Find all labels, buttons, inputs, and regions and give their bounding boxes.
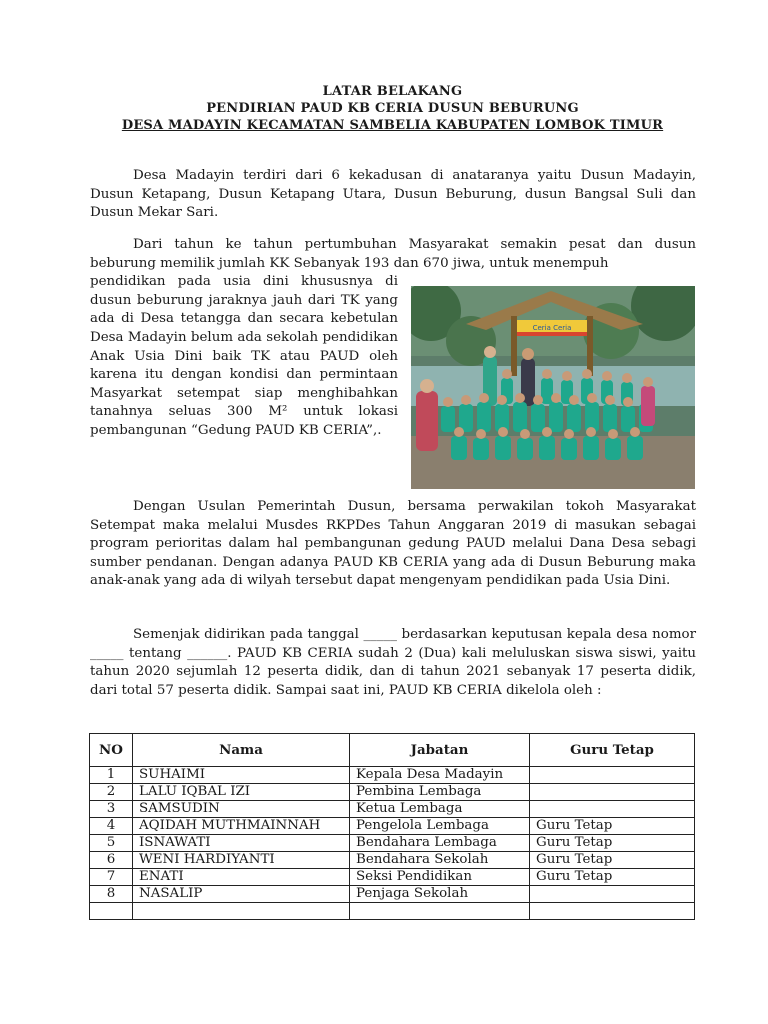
table-row	[90, 784, 695, 801]
cell-no: 1	[90, 767, 133, 784]
cell-nama: SAMSUDIN	[133, 801, 350, 818]
cell-no: 8	[90, 886, 133, 903]
cell-nama: AQIDAH MUTHMAINNAH	[133, 818, 350, 835]
header-no: NO	[90, 734, 133, 767]
header-jabatan: Jabatan	[350, 734, 530, 767]
cell-guru: Guru Tetap	[530, 835, 695, 852]
cell-guru	[530, 784, 695, 801]
cell-jabatan: Pembina Lembaga	[350, 784, 530, 801]
cell-jabatan: Ketua Lembaga	[350, 801, 530, 818]
cell-jabatan: Bendahara Sekolah	[350, 852, 530, 869]
cell-no: 5	[90, 835, 133, 852]
cell-nama	[133, 903, 350, 920]
cell-nama: ISNAWATI	[133, 835, 350, 852]
title-line-2: PENDIRIAN PAUD KB CERIA DUSUN BEBURUNG	[206, 101, 579, 116]
cell-nama: LALU IQBAL IZI	[133, 784, 350, 801]
cell-guru	[530, 767, 695, 784]
table-row	[90, 869, 695, 886]
table-header-row	[90, 734, 695, 767]
cell-jabatan: Bendahara Lembaga	[350, 835, 530, 852]
header-guru-tetap: Guru Tetap	[530, 734, 695, 767]
cell-jabatan: Seksi Pendidikan	[350, 869, 530, 886]
title-line-3: DESA MADAYIN KECAMATAN SAMBELIA KABUPATEN LOMBOK TIMUR	[121, 118, 664, 133]
paragraph-2-wrapped-lines: pendidikan pada usia dini khususnya di dusun beburung jaraknya jauh dari TK yang ada di Desa tetangga dan secara kebetulan Desa Madayin belum ada sekolah pendidikan Anak Usia Dini baik TK atau PAUD oleh karena itu dengan kondisi dan permintaan Masyarkat setempat siap menghibahkan tanahnya seluas 300 M² untuk lokasi pembangunan “Gedung PAUD KB CERIA”,.	[90, 274, 398, 438]
cell-guru: Guru Tetap	[530, 869, 695, 886]
cell-jabatan	[350, 903, 530, 920]
cell-guru: Guru Tetap	[530, 852, 695, 869]
cell-nama: SUHAIMI	[133, 767, 350, 784]
cell-nama: NASALIP	[133, 886, 350, 903]
paragraph-4: Semenjak didirikan pada tanggal _____ berdasarkan keputusan kepala desa nomor _____ tentang ______. PAUD KB CERIA sudah 2 (Dua) kali meluluskan siswa siswi, yaitu tahun 2020 sejumlah 12 peserta didik, dan di tahun 2021 sebanyak 17 peserta didik, dari total 57 peserta didik. Sampai saat ini, PAUD KB CERIA dikelola oleh :	[90, 627, 696, 698]
cell-nama: WENI HARDIYANTI	[133, 852, 350, 869]
cell-jabatan: Kepala Desa Madayin	[350, 767, 530, 784]
header-nama: Nama	[133, 734, 350, 767]
table-row	[90, 852, 695, 869]
cell-no: 7	[90, 869, 133, 886]
photo-sign-text: Ceria Ceria	[532, 324, 572, 332]
table-row	[90, 767, 695, 784]
cell-guru	[530, 886, 695, 903]
table-row	[90, 801, 695, 818]
cell-no: 3	[90, 801, 133, 818]
paragraph-3: Dengan Usulan Pemerintah Dusun, bersama perwakilan tokoh Masyarakat Setempat maka melalui Musdes RKPDes Tahun Anggaran 2019 di masukan sebagai program perioritas dalam hal pembangunan gedung PAUD melalui Dana Desa sebagi sumber pendanan. Dengan adanya PAUD KB CERIA yang ada di Dusun Beburung maka anak-anak yang ada di wilyah tersebut dapat mengenyam pendidikan pada Usia Dini.	[90, 499, 696, 589]
cell-no	[90, 903, 133, 920]
cell-no: 6	[90, 852, 133, 869]
title-block	[90, 83, 695, 134]
paud-children-photo	[411, 286, 695, 489]
table-row	[90, 818, 695, 835]
cell-no: 2	[90, 784, 133, 801]
cell-jabatan: Penjaga Sekolah	[350, 886, 530, 903]
cell-guru	[530, 903, 695, 920]
cell-nama: ENATI	[133, 869, 350, 886]
cell-guru	[530, 801, 695, 818]
staff-table	[89, 733, 695, 920]
paragraph-2-full-lines: Dari tahun ke tahun pertumbuhan Masyarakat semakin pesat dan dusun beburung memilik jumlah KK Sebanyak 193 dan 670 jiwa, untuk menempuh	[90, 237, 696, 271]
paragraph-1: Desa Madayin terdiri dari 6 kekadusan di anataranya yaitu Dusun Madayin, Dusun Ketapang, Dusun Ketapang Utara, Dusun Beburung, dusun Bangsal Suli dan Dusun Mekar Sari.	[90, 168, 696, 221]
table-row	[90, 835, 695, 852]
table-row-empty	[90, 903, 695, 920]
table-row	[90, 886, 695, 903]
cell-no: 4	[90, 818, 133, 835]
cell-jabatan: Pengelola Lembaga	[350, 818, 530, 835]
cell-guru: Guru Tetap	[530, 818, 695, 835]
title-line-1: LATAR BELAKANG	[322, 84, 463, 99]
